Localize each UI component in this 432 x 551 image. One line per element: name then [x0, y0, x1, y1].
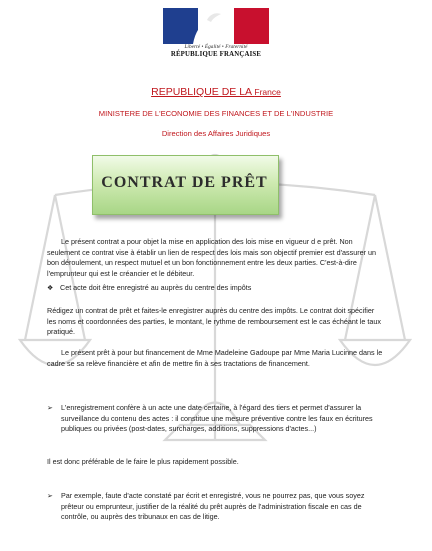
ministere-heading: MINISTERE DE L'ECONOMIE DES FINANCES ET DE L'INDUSTRIE [98, 109, 334, 118]
direction-heading: Direction des Affaires Juridiques [161, 129, 271, 138]
logo-motto: Liberté • Égalité • Fraternité [184, 44, 248, 50]
paragraph-redigez: Rédigez un contrat de prêt et faites-le enregistrer auprès du centre des impôts. Le contrat doit spécifier les noms et coordonnées des parties, le montant, le rythme de remboursement est le cas échéant le taux pratiqué. [47, 306, 381, 337]
logo-name: RÉPUBLIQUE FRANÇAISE [170, 51, 262, 58]
bullet-enregistrement-confere: L'enregistrement confère à un acte une date certaine, à l'égard des tiers et permet d'assurer la surveillance du contenu des actes : il constitue une mesure préventive contre les faux en écritures publiques ou privées (post-dates, surcharges, additions, suppressions d'actes...) [61, 403, 373, 434]
paragraph-but-financement: Le présent prêt à pour but financement de Mme Madeleine Gadoupe par Mme Maria Lucinne dans le cadre se sa relève financière et afin de mettre fin à ses tractations de financement. [47, 348, 383, 368]
bullet-par-exemple: Par exemple, faute d'acte constaté par écrit et enregistré, vous ne pourrez pas, que vous soyez prêteur ou emprunteur, justifier de la réalité du prêt auprès de l'administration fiscale en cas de contrôle, ou auprès des tribunaux en cas de litige. [61, 491, 365, 522]
marianne-flag-icon [163, 8, 269, 44]
diamond-bullet-icon: ❖ [47, 285, 54, 292]
republique-francaise-logo [163, 8, 269, 74]
arrow-bullet-icon: ➢ [47, 405, 53, 412]
contract-title: CONTRAT DE PRÊT [101, 174, 268, 191]
paragraph-objet: Le présent contrat a pour objet la mise en application des lois mise en vigueur d e prêt. Non seulement ce contrat vise à établir un lien de respect des lois mais son objectif premier est d'assurer un bon déroulement, un respect mutuel et un bon fonctionnement entre les deux parties. C'est-à-dire l'emprunteur qui est le créancier et le débiteur. [47, 237, 376, 278]
republique-main-text: REPUBLIQUE DE LA [151, 86, 252, 98]
paragraph-preferable: Il est donc préférable de le faire le plus rapidement possible. [47, 457, 239, 466]
bullet-enregistre: Cet acte doit être enregistré au auprès du centre des impôts [60, 283, 252, 292]
republique-france-text: France [254, 87, 281, 97]
arrow-bullet-icon: ➢ [47, 493, 53, 500]
contract-title-banner [92, 155, 277, 213]
republique-heading [0, 86, 432, 98]
